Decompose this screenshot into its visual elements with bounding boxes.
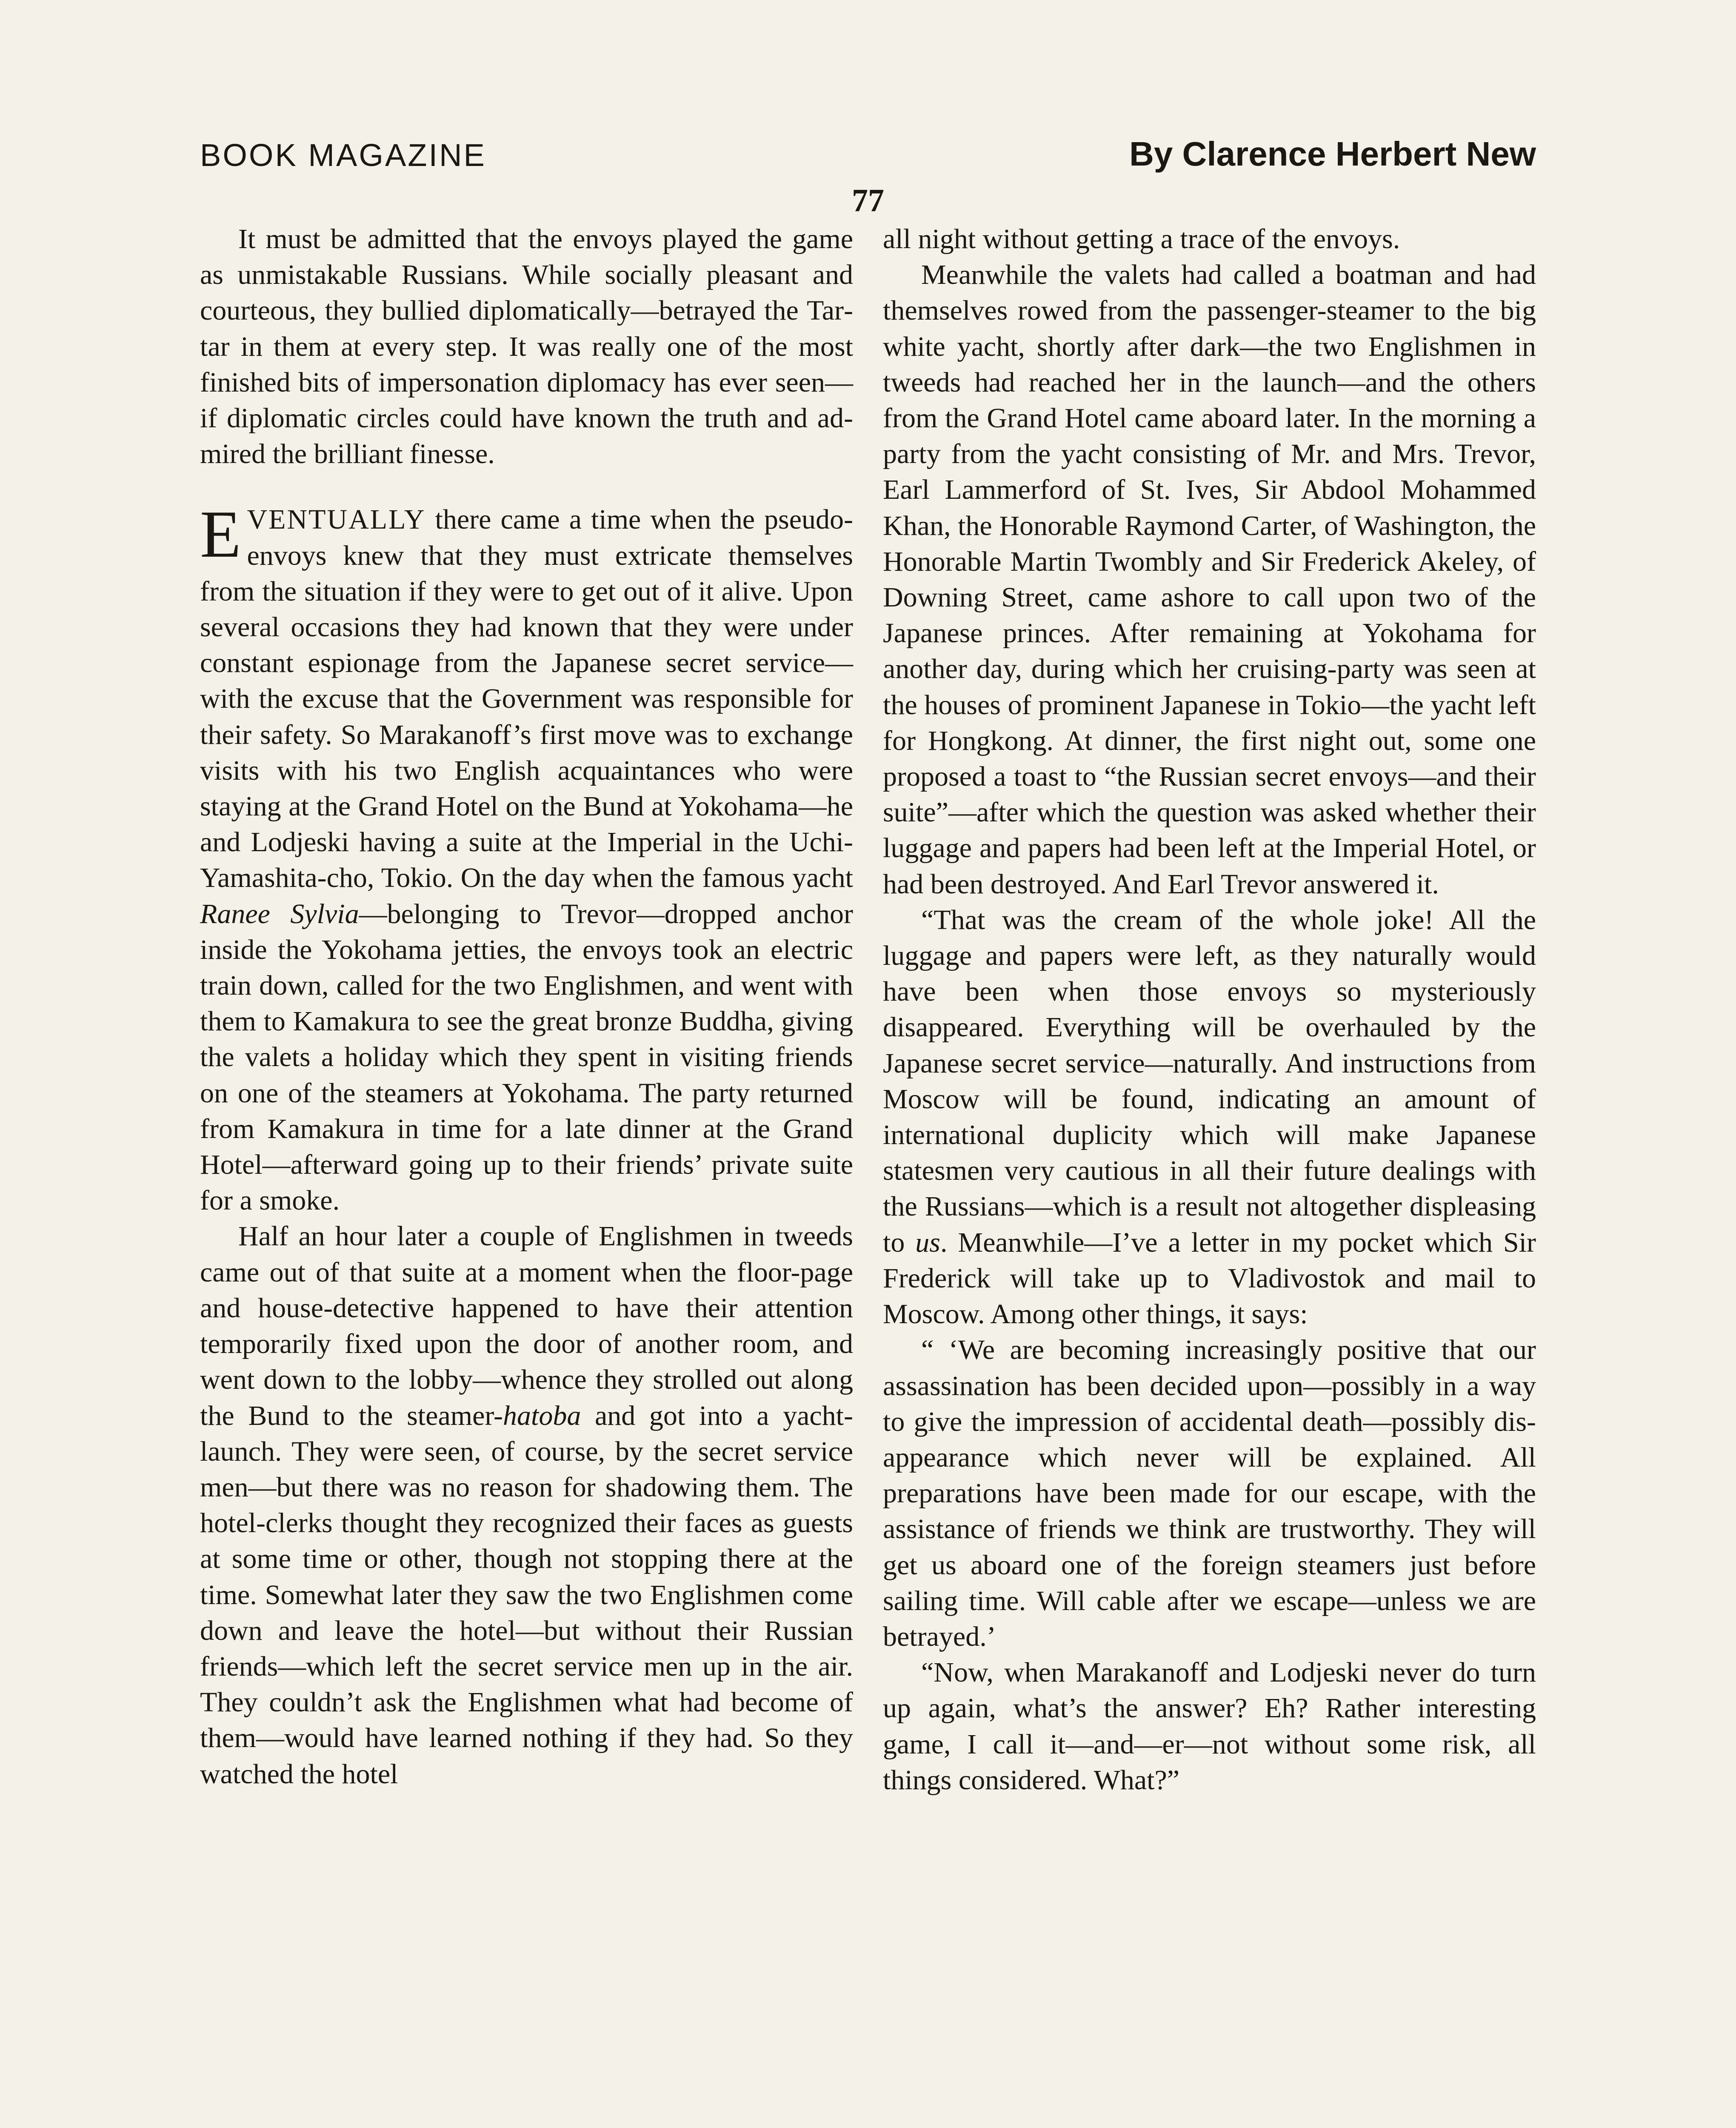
italic-word: hatoba	[503, 1400, 581, 1431]
paragraph	[200, 1218, 853, 1792]
magazine-title: BOOK MAGAZINE	[200, 137, 486, 173]
paragraph: all night without getting a trace of the envoys.	[883, 223, 1400, 255]
paragraph-text: “That was the cream of the whole joke! All the luggage and papers were left, as they naturally would have been when those envoys so mysteriously disappeared. Everything will be overhauled by the Japanese secret service—naturally. And instructions from Moscow will be found, indicating an amount of international duplicity which will make Japanese statesmen very cautious in all their future dealings with the Russians—which is a result not altogether displeasing to	[883, 904, 1536, 1258]
quoted-letter: “ ‘We are becoming increasingly positive that our assassination has been decided upon—possibly in a way to give the impression of accidental death—possibly disappearance which never will be explained. All preparations have been made for our escape, with the assistance of friends we think are trustworthy. They will get us aboard one of the foreign steamers just before sailing time. Will cable after we escape—unless we are betrayed.’	[883, 1334, 1536, 1652]
paragraph	[883, 902, 1536, 1332]
paragraph: “Now, when Marakanoff and Lodjeski never do turn up again, what’s the answer? Eh? Rather interesting game, I call it—and—er—not without some risk, all things considered. What?”	[883, 1657, 1536, 1796]
paragraph-text: —belonging to Trevor—dropped anchor inside the Yokohama jetties, the envoys took an electric train down, called for the two Englishmen, and went with them to Kamakura to see the great bronze Buddha, giving the valets a holiday which they spent in visiting friends on one of the steamers at Yokohama. The party returned from Kamakura in time for a late dinner at the Grand Hotel—afterward going up to their friends’ private suite for a smoke.	[200, 898, 853, 1216]
author-byline: By Clarence Herbert New	[1129, 135, 1536, 173]
left-column	[200, 221, 853, 1792]
italic-word: us	[915, 1227, 940, 1258]
lead-word: VENTUALLY	[247, 504, 426, 535]
yacht-name: Ranee Sylvia	[200, 898, 359, 930]
paragraph: It must be admitted that the envoys played the game as unmistakable Russians. While socially pleasant and courteous, they bullied diplomatically—betrayed the Tartar in them at every step. It was really one of the most finished bits of impersonation diplomacy has ever seen—if diplomatic circles could have known the truth and admired the brilliant finesse.	[200, 223, 853, 470]
paragraph-text: . Meanwhile—I’ve a letter in my pocket which Sir Frederick will take up to Vladivostok and mail to Moscow. Among other things, it says:	[883, 1227, 1536, 1330]
page-number: 77	[852, 183, 884, 218]
section-paragraph	[200, 497, 853, 1218]
paragraph-text: there came a time when the pseudo-envoys knew that they must extricate themselves from the situation if they were to get out of it alive. Upon several occasions they had known that they were under constant espionage from the Japanese secret service—with the excuse that the Government was responsible for their safety. So Marakanoff’s first move was to exchange visits with his two English acquaintances who were staying at the Grand Hotel on the Bund at Yokohama—he and Lodjeski having a suite at the Imperial in the Uchi-Yamashita-cho, Tokio. On the day when the famous yacht	[200, 504, 853, 894]
paragraph-text: Half an hour later a couple of Englishmen in tweeds came out of that suite at a moment when the floor-page and house-detective happened to have their attention temporarily fixed upon the door of another room, and went down to the lobby—whence they strolled out along the Bund to the steamer-	[200, 1221, 853, 1431]
drop-cap: E	[200, 497, 241, 572]
running-head	[200, 137, 1536, 188]
paragraph: Meanwhile the valets had called a boatman and had themselves rowed from the passenger-steamer to the big white yacht, shortly after dark—the two Englishmen in tweeds had reached her in the launch—and the others from the Grand Hotel came aboard later. In the morning a party from the yacht consisting of Mr. and Mrs. Trevor, Earl Lammerford of St. Ives, Sir Abdool Mohammed Khan, the Honorable Raymond Carter, of Washington, the Honorable Martin Twombly and Sir Frederick Akeley, of Downing Street, came ashore to call upon two of the Japanese princes. After remaining at Yokohama for another day, during which her cruising-party was seen at the houses of prominent Japanese in Tokio—the yacht left for Hongkong. At dinner, the first night out, some one proposed a toast to “the Russian secret envoys—and their suite”—after which the question was asked whether their luggage and papers had been left at the Imperial Hotel, or had been destroyed. And Earl Trevor answered it.	[883, 259, 1536, 900]
right-column	[883, 221, 1536, 1798]
paragraph-text: and got into a yacht-launch. They were seen, of course, by the secret service men—but there was no reason for shadowing them. The hotel-clerks thought they recognized their faces as guests at some time or other, though not stopping there at the time. Somewhat later they saw the two Englishmen come down and leave the hotel—but without their Russian friends—which left the secret service men up in the air. They couldn’t ask the Englishmen what had become of them—would have learned nothing if they had. So they watched the hotel	[200, 1400, 853, 1790]
